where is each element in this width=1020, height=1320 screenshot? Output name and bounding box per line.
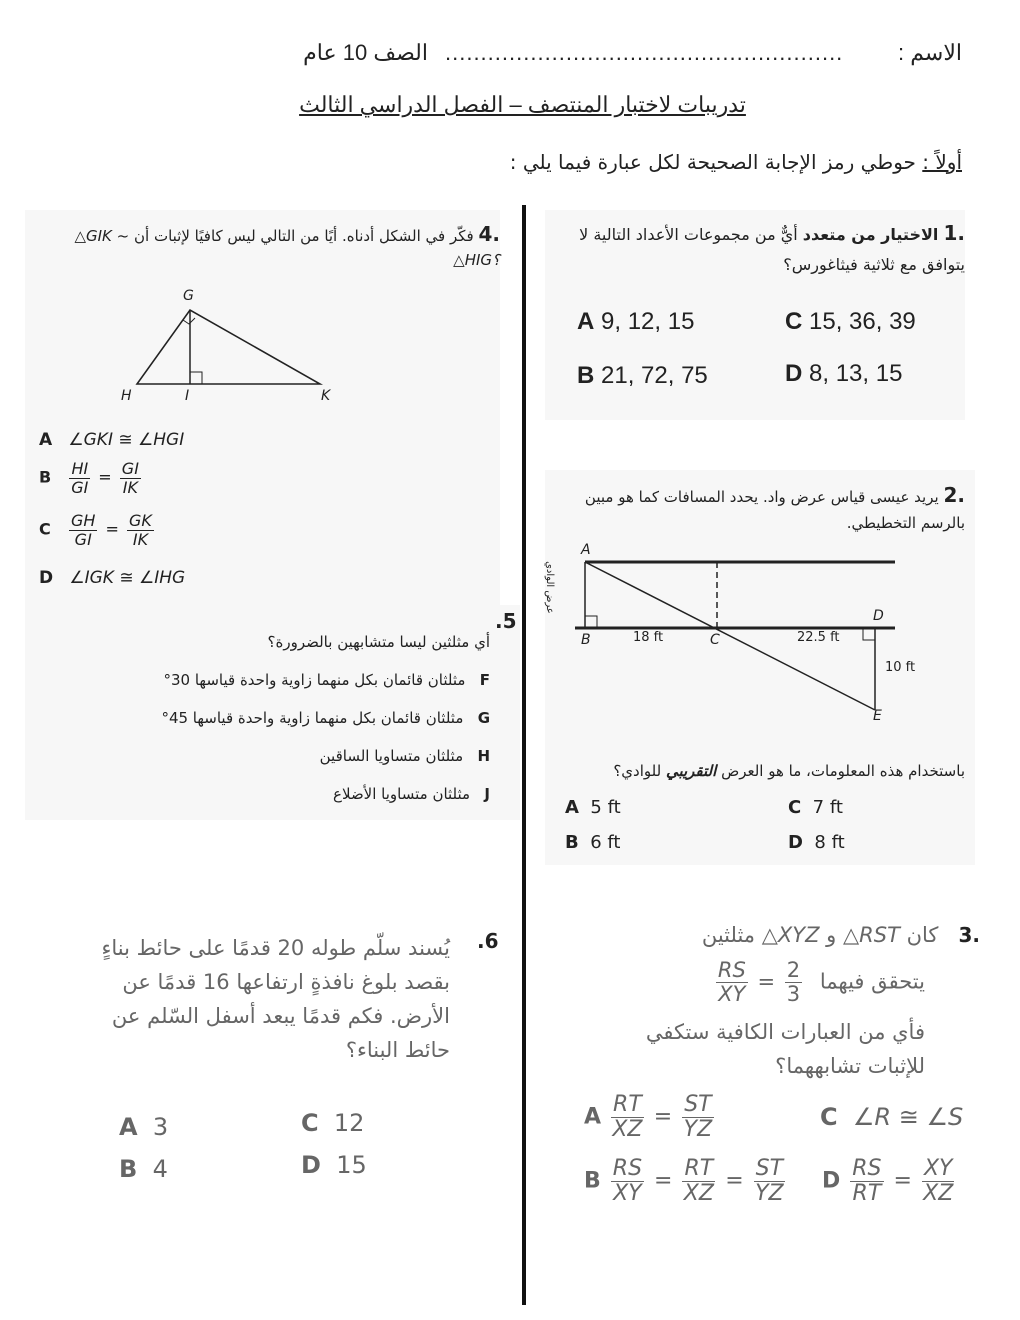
- q3-line1-pre: كان: [906, 923, 939, 947]
- q2-question-bold: التقريبي: [665, 762, 717, 780]
- column-divider: [522, 205, 526, 1305]
- q3-line3: فأي من العبارات الكافية ستكفي للإثبات تشابههما؟: [645, 1020, 925, 1078]
- q4-text: فكّر في الشكل أدناه. أيًا من التالي ليس كافيًا لإثبات أن: [134, 227, 474, 245]
- question-5: [25, 605, 520, 820]
- q4-vertex-k: K: [321, 388, 331, 404]
- question-6: [95, 925, 505, 1195]
- question-4: [25, 210, 500, 605]
- q4-vertex-i: I: [185, 388, 190, 404]
- q4-triangle-figure: [125, 300, 335, 400]
- name-dots[interactable]: ........................................................: [445, 40, 844, 65]
- q4-option-b[interactable]: B $\frac{HI}{GI}$ = $\frac{GI}{IK}$: [39, 459, 139, 497]
- q2-question-post: للوادي؟: [613, 762, 662, 780]
- q2-label-bc: 18 ft: [633, 630, 664, 645]
- q2-option-c[interactable]: C 7 ft: [788, 797, 843, 818]
- q3-option-d[interactable]: D $\frac{RS}{RT}$ = $\frac{XY}{XZ}$: [822, 1156, 954, 1207]
- q6-option-c[interactable]: C 12: [301, 1109, 365, 1137]
- q2-label-cd: 22.5 ft: [797, 630, 840, 645]
- q4-vertex-g: G: [183, 288, 194, 304]
- q4-option-c[interactable]: C $\frac{GH}{GI}$ = $\frac{GK}{IK}$: [39, 511, 152, 549]
- q3-tri2: △XYZ: [761, 923, 820, 947]
- q5-option-h[interactable]: H مثلثان متساويا الساقين: [319, 747, 490, 765]
- q1-text: أيٌّ من مجموعات الأعداد التالية لا يتوافق مع ثلاثية فيثاغورس؟: [579, 225, 965, 274]
- q5-option-j[interactable]: J مثلثان متساويا الأضلاع: [333, 785, 490, 803]
- q1-option-c[interactable]: C 15, 36, 39: [785, 308, 916, 335]
- q3-val-den: 3: [786, 982, 801, 1007]
- q3-option-c[interactable]: C ∠R ≅ ∠S: [820, 1103, 964, 1131]
- q2-point-b: B: [581, 632, 591, 648]
- q3-and: و: [826, 923, 837, 947]
- q2-option-b[interactable]: B 6 ft: [565, 832, 621, 853]
- q3-ratio-den: XY: [718, 982, 746, 1007]
- q1-option-b[interactable]: B 21, 72, 75: [577, 362, 708, 389]
- q3-tri1: △RST: [843, 923, 900, 947]
- q1-option-d[interactable]: D 8, 13, 15: [785, 360, 903, 387]
- q5-option-f[interactable]: F مثلثان قائمان بكل منهما زاوية واحدة قياسها 30°: [163, 671, 490, 689]
- q5-option-g[interactable]: G مثلثان قائمان بكل منهما زاوية واحدة قياسها 45°: [161, 709, 490, 727]
- q4-relation: △GIK ~ △HIG؟: [74, 227, 500, 269]
- q3-option-a[interactable]: A $\frac{RT}{XZ}$ = $\frac{ST}{YZ}$: [584, 1092, 713, 1143]
- q4-option-d[interactable]: D ∠IGK ≅ ∠IHG: [39, 568, 186, 588]
- q4-option-a[interactable]: A ∠GKI ≅ ∠HGI: [39, 430, 185, 450]
- q1-bold-label: الاختيار من متعدد: [802, 225, 939, 244]
- q6-text: يُسند سلّم طوله 20 قدمًا على حائط بناءٍ بقصد بلوغ نافذةٍ ارتفاعها 16 قدمًا عن الأرض. فكم قدمًا يبعد أسفل السّلم عن حائط البناء؟: [101, 936, 450, 1062]
- q3-number: .3: [958, 923, 980, 947]
- q6-option-a[interactable]: A 3: [119, 1113, 169, 1141]
- grade-label: الصف 10 عام: [303, 40, 428, 65]
- instruction-text: حوطي رمز الإجابة الصحيحة لكل عبارة فيما يلي :: [509, 150, 916, 174]
- q2-text: يريد عيسى قياس عرض واد. يحدد المسافات كما هو مبين بالرسم التخطيطي.: [584, 488, 965, 532]
- q2-point-d: D: [873, 608, 884, 624]
- q1-option-a[interactable]: A 9, 12, 15: [577, 308, 695, 335]
- q2-number: .2: [943, 483, 965, 507]
- question-1: [545, 210, 965, 420]
- instruction-line: [510, 150, 962, 174]
- q6-option-b[interactable]: B 4: [119, 1155, 168, 1183]
- q2-point-a: A: [581, 542, 591, 558]
- q2-point-c: C: [710, 632, 720, 648]
- q3-line1-post: مثلثين: [701, 923, 756, 947]
- q1-number: .1: [943, 221, 965, 245]
- q4-vertex-h: H: [121, 388, 132, 404]
- name-label: الاسم :: [898, 40, 962, 65]
- q6-number: .6: [477, 929, 499, 953]
- question-3: [560, 915, 980, 1215]
- instruction-prefix: أولاً :: [922, 150, 962, 174]
- q3-option-b[interactable]: B $\frac{RS}{XY}$ = $\frac{RT}{XZ}$ = $\frac{ST}{YZ}$: [584, 1156, 784, 1207]
- q2-label-de: 10 ft: [885, 660, 916, 675]
- q3-eq: =: [757, 969, 776, 994]
- question-2: [545, 470, 975, 865]
- q2-valley-diagram: [545, 540, 905, 730]
- q2-option-a[interactable]: A 5 ft: [565, 797, 621, 818]
- q2-option-d[interactable]: D 8 ft: [788, 832, 845, 853]
- page-title: تدريبات لاختبار المنتصف – الفصل الدراسي الثالث: [299, 92, 746, 117]
- q2-question-pre: باستخدام هذه المعلومات، ما هو العرض: [721, 762, 965, 780]
- q2-point-e: E: [873, 708, 882, 724]
- q3-line2: يتحقق فيهما: [819, 969, 925, 994]
- q6-option-d[interactable]: D 15: [301, 1151, 367, 1179]
- q3-val-num: 2: [786, 958, 801, 982]
- q2-width-label: عرض الوادي: [543, 561, 555, 614]
- q5-number: .5: [495, 609, 517, 633]
- q3-ratio-num: RS: [717, 958, 746, 982]
- q4-number: .4: [478, 222, 500, 246]
- q5-text: أي مثلثين ليسا متشابهين بالضرورة؟: [267, 633, 490, 651]
